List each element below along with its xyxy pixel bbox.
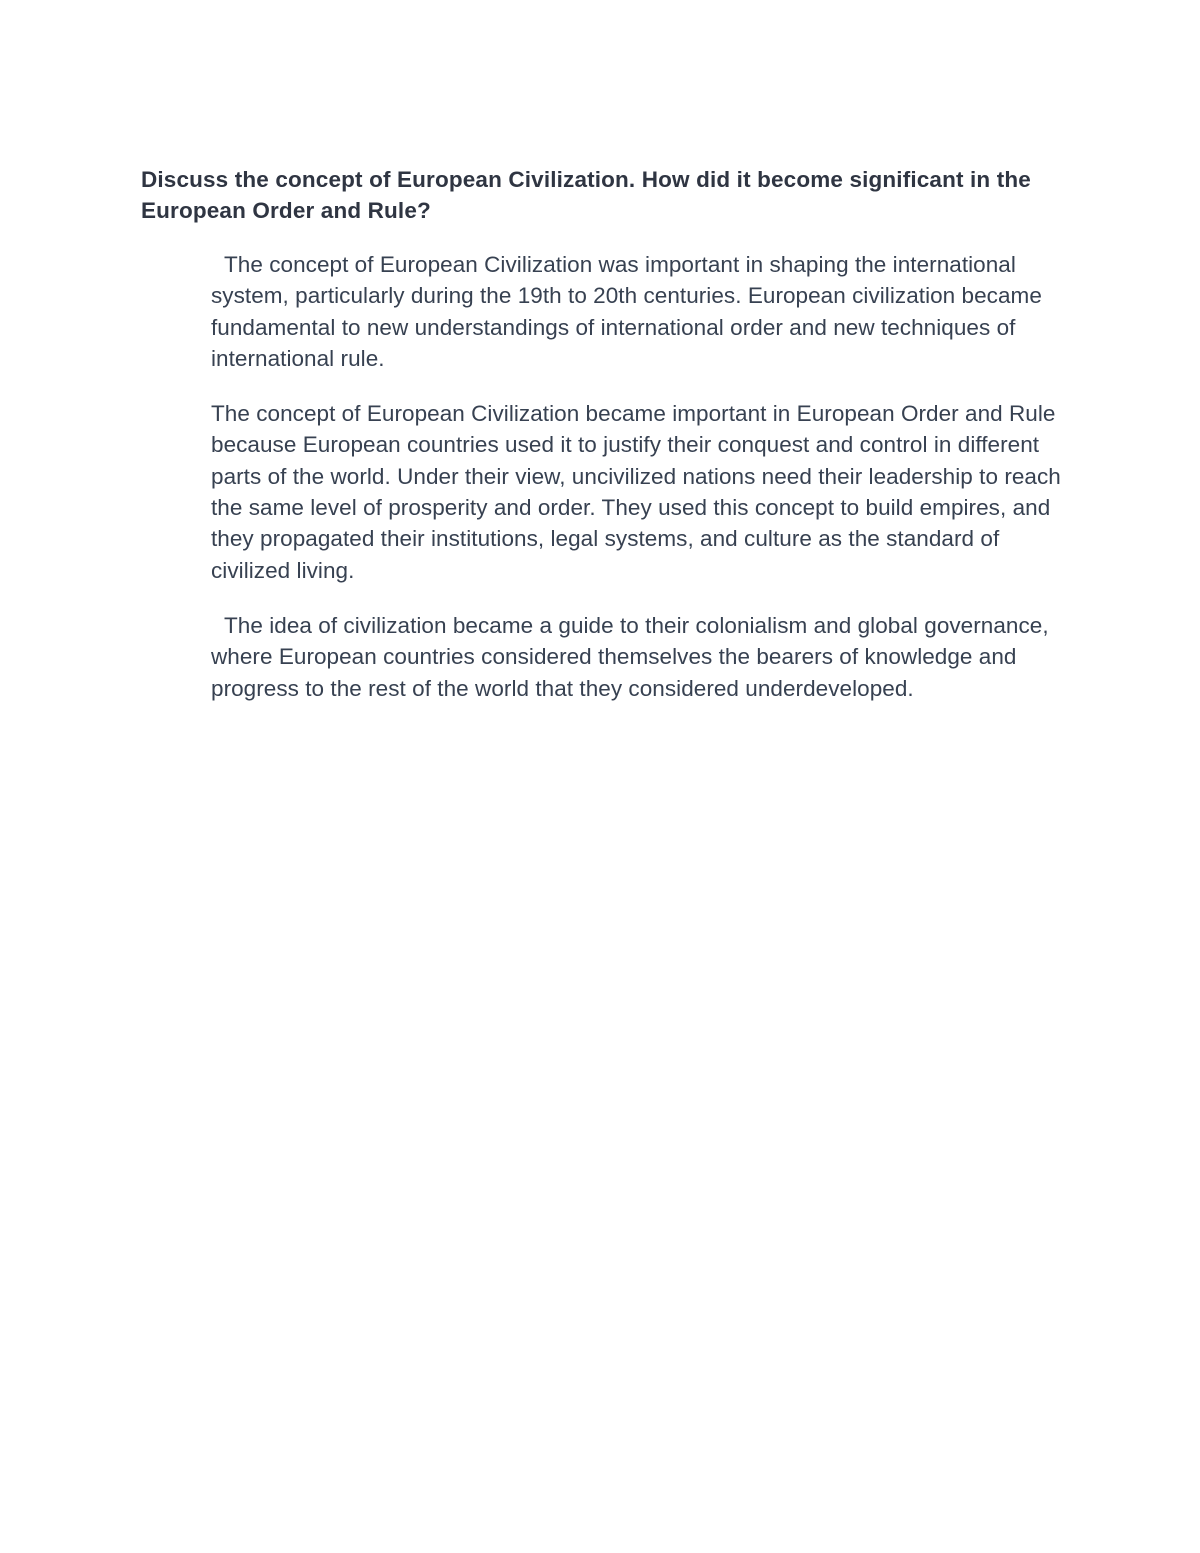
answer-paragraph-3: The idea of civilization became a guide to their colonialism and global governance, where European countries considered themselves the bearers of knowledge and progress to the rest of the world that they considered underdeveloped. xyxy=(211,612,1049,701)
question-heading: Discuss the concept of European Civilization. How did it become significant in the European Order and Rule? xyxy=(141,167,1031,223)
answer-paragraph-2: The concept of European Civilization became important in European Order and Rule because European countries used it to justify their conquest and control in different parts of the world. Under their view, uncivilized nations need their leadership to reach the same level of prosperity and order. They used this concept to build empires, and they propagated their institutions, legal systems, and culture as the standard of civilized living. xyxy=(211,401,1061,583)
answer-body xyxy=(211,249,1061,728)
answer-paragraph-1: The concept of European Civilization was important in shaping the international system, particularly during the 19th to 20th centuries. European civilization became fundamental to new understandings of international order and new techniques of international rule. xyxy=(211,252,1042,371)
